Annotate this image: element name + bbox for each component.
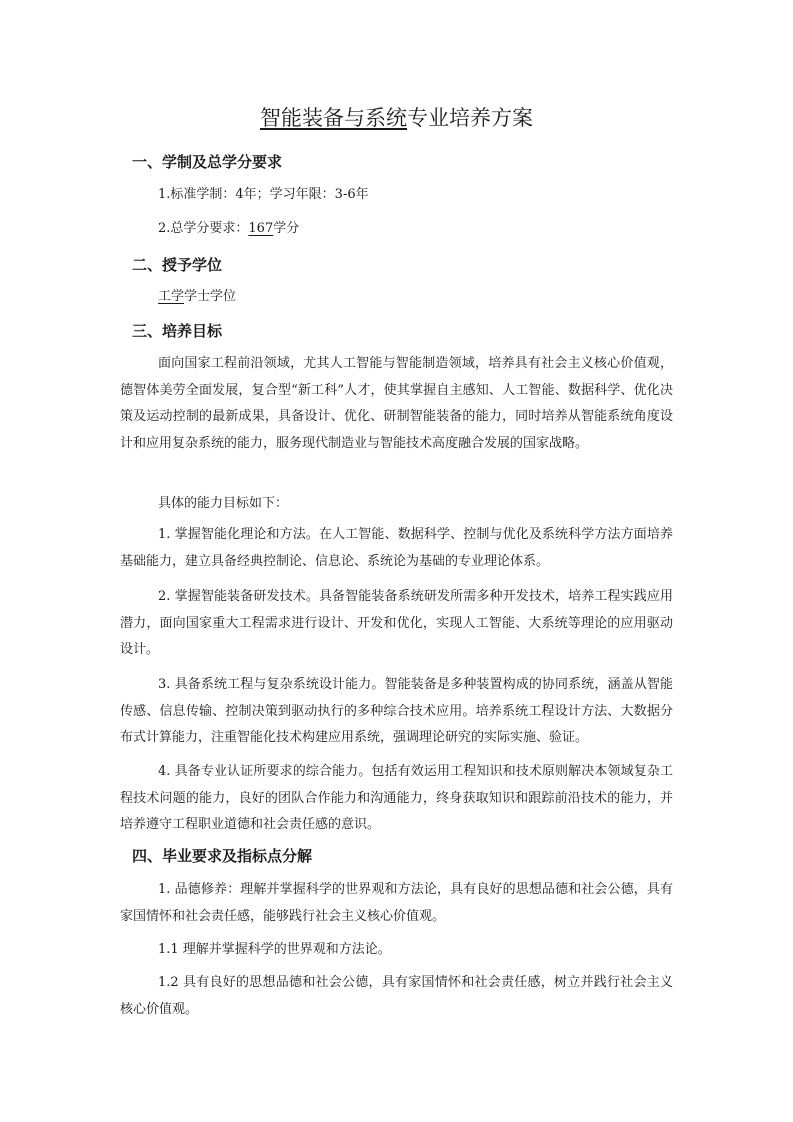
goal-4: 4. 具备专业认证所要求的综合能力。包括有效运用工程知识和技术原则解决本领域复杂工程技术问题的能力，良好的团队合作能力和沟通能力，终身获取知识和跟踪前沿技术的能力，并培养遵守工程职业道德和社会责任感的意识。 [120,764,673,833]
total-credits-unit: 学分 [273,221,300,236]
requirement-1: 1. 品德修养：理解并掌握科学的世界观和方法论，具有良好的思想品德和社会公德，具有家国情怀和社会责任感，能够践行社会主义核心价值观。 [120,882,673,924]
degree-type: 学士学位 [184,289,237,304]
goal-2: 2. 掌握智能装备研发技术。具备智能装备系统研发所需多种开发技术，培养工程实践应用潜力，面向国家重大工程需求进行设计、开发和优化，实现人工智能、大系统等理论的应用驱动设计。 [120,589,673,658]
schooling-years: 1.标准学制：4年；学习年限：3-6年 [158,187,369,202]
goal-3: 3. 具备系统工程与复杂系统设计能力。智能装备是多种装置构成的协同系统，涵盖从智能传感、信息传输、控制决策到驱动执行的多种综合技术应用。培养系统工程设计方法、大数据分布式计算能力，注重智能化技术构建应用系统，强调理论研究的实际实施、验证。 [120,677,673,746]
section-heading-1: 一、学制及总学分要求 [132,153,283,171]
section-heading-4: 四、毕业要求及指标点分解 [132,847,313,865]
indicator-1-1: 1.1 理解并掌握科学的世界观和方法论。 [158,942,391,957]
total-credits [158,219,299,239]
section-heading-3: 三、培养目标 [132,322,223,340]
total-credits-value: 167 [248,221,274,236]
goal-1: 1. 掌握智能化理论和方法。在人工智能、数据科学、控制与优化及系统科学方法方面培养基础能力，建立具备经典控制论、信息论、系统论为基础的专业理论体系。 [120,527,673,569]
total-credits-label: 2.总学分要求： [158,221,249,236]
title-rest: 专业培养方案 [407,106,533,130]
objective-intro: 面向国家工程前沿领域，尤其人工智能与智能制造领域，培养具有社会主义核心价值观，德智体美劳全面发展，复合型“新工科”人才，使其掌握自主感知、人工智能、数据科学、优化决策及运动控制的最新成果，具备设计、优化、研制智能装备的能力，同时培养从智能系统角度设计和应用复杂系统的能力，服务现代制造业与智能技术高度融合发展的国家战略。 [120,356,673,452]
degree-field: 工学 [158,289,185,304]
indicator-1-2: 1.2 具有良好的思想品德和社会公德，具有家国情怀和社会责任感，树立并践行社会主义核心价值观。 [120,975,673,1017]
objective-lead: 具体的能力目标如下： [158,496,289,511]
section-heading-2: 二、授予学位 [132,256,223,274]
page-title [0,103,793,133]
degree [158,287,236,307]
title-underlined: 智能装备与系统 [260,106,407,130]
